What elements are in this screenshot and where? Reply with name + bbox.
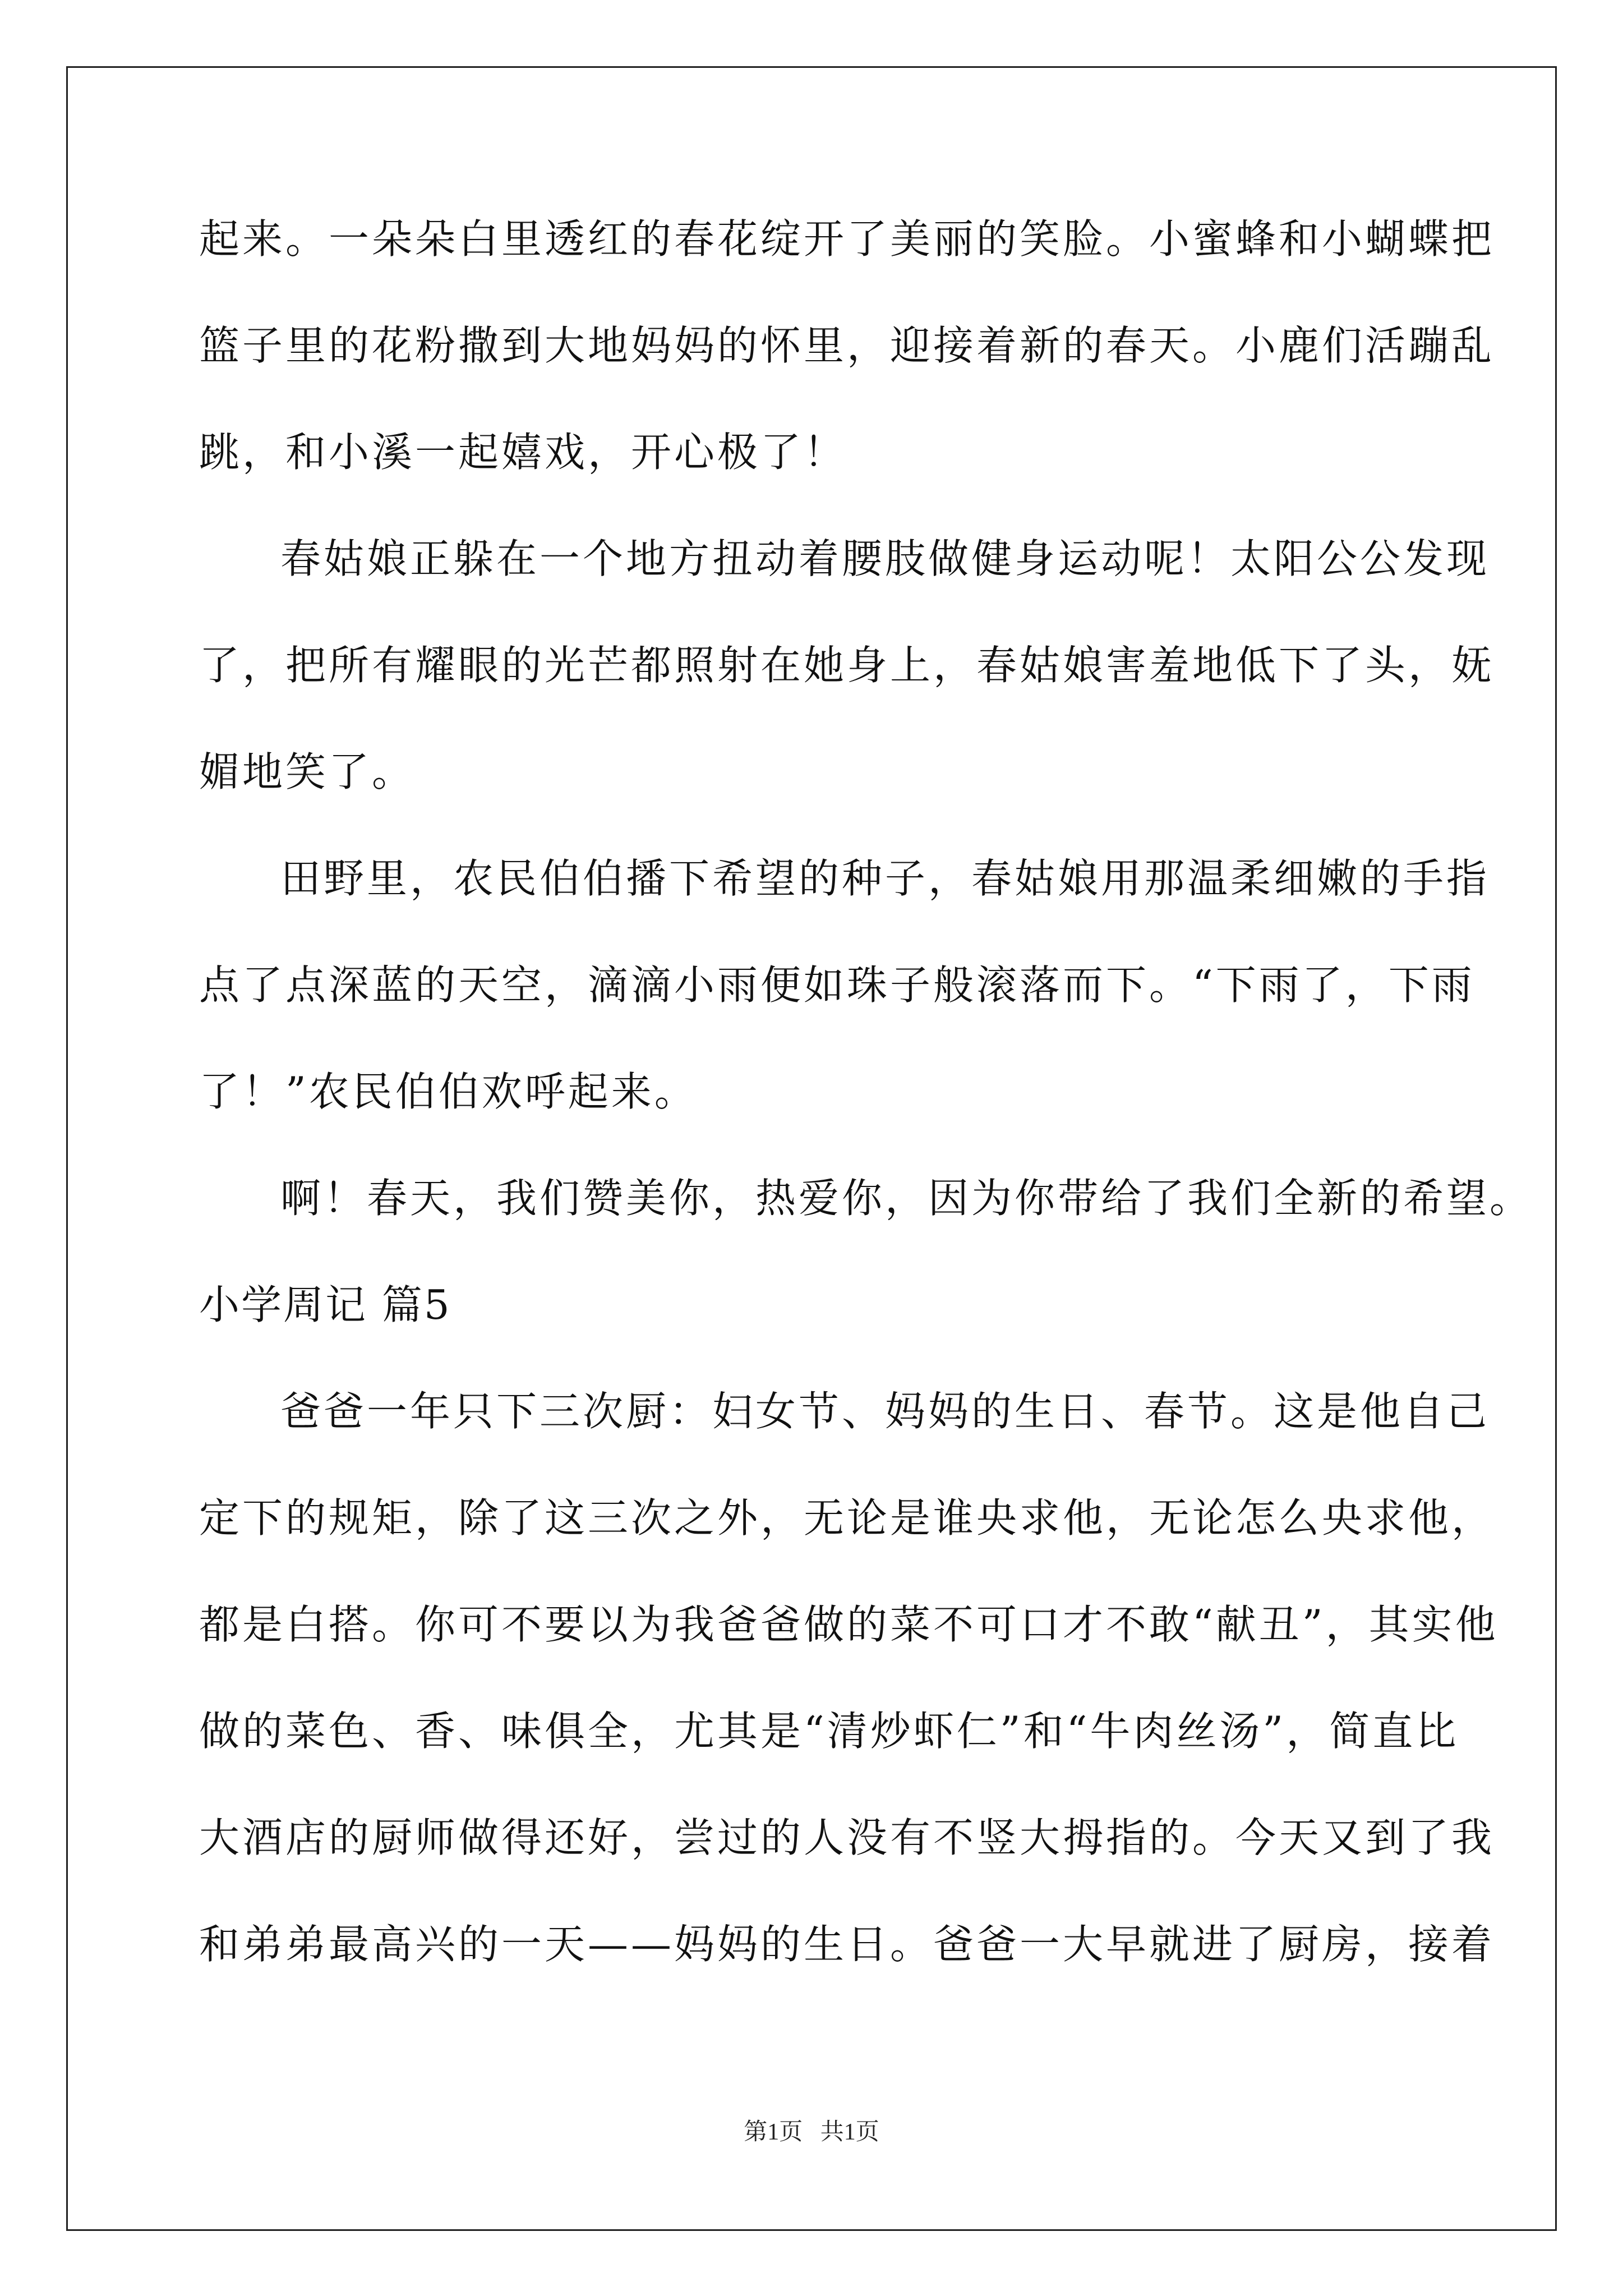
text-line: 了！”农民伯伯欢呼起来。 xyxy=(199,1068,698,1115)
text-line: 了，把所有耀眼的光芒都照射在她身上，春姑娘害羞地低下了头，妩 xyxy=(199,642,1495,689)
text-line: 和弟弟最高兴的一天——妈妈的生日。爸爸一大早就进了厨房，接着 xyxy=(199,1921,1495,1968)
text-line: 起来。一朵朵白里透红的春花绽开了美丽的笑脸。小蜜蜂和小蝴蝶把 xyxy=(199,215,1495,263)
section-heading: 小学周记 篇5 xyxy=(199,1281,451,1328)
text-line: 做的菜色、香、味俱全，尤其是“清炒虾仁”和“牛肉丝汤”，简直比 xyxy=(199,1708,1459,1755)
paragraph-start-line: 爸爸一年只下三次厨：妇女节、妈妈的生日、春节。这是他自己 xyxy=(280,1388,1490,1435)
text-line: 跳，和小溪一起嬉戏，开心极了！ xyxy=(199,429,847,476)
text-line: 媚地笑了。 xyxy=(199,748,416,795)
document-body xyxy=(199,215,1533,2031)
paragraph-start-line: 田野里，农民伯伯播下希望的种子，春姑娘用那温柔细嫩的手指 xyxy=(280,855,1490,902)
text-line: 大酒店的厨师做得还好，尝过的人没有不竖大拇指的。今天又到了我 xyxy=(199,1814,1495,1861)
paragraph-start-line: 春姑娘正躲在一个地方扭动着腰肢做健身运动呢！太阳公公发现 xyxy=(280,535,1490,582)
text-line: 都是白搭。你可不要以为我爸爸做的菜不可口才不敢“献丑”，其实他 xyxy=(199,1601,1498,1648)
paragraph-start-line: 啊！春天，我们赞美你，热爱你，因为你带给了我们全新的希望。 xyxy=(280,1175,1533,1222)
page-footer: 第1页 共1页 xyxy=(744,2119,879,2145)
text-line: 点了点深蓝的天空，滴滴小雨便如珠子般滚落而下。“下雨了，下雨 xyxy=(199,961,1475,1009)
text-line: 定下的规矩，除了这三次之外，无论是谁央求他，无论怎么央求他， xyxy=(199,1494,1495,1542)
text-line: 篮子里的花粉撒到大地妈妈的怀里，迎接着新的春天。小鹿们活蹦乱 xyxy=(199,322,1495,369)
